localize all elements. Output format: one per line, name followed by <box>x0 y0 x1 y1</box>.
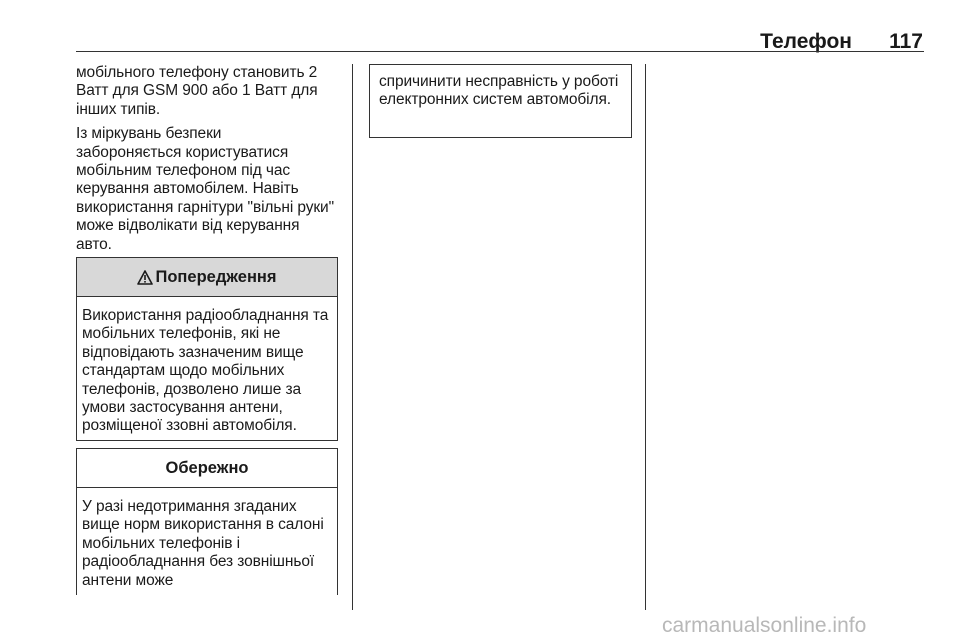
warning-box-body: Використання радіообладнання та мобільних телефонів, які не відповідають зазначеним вище стандартам щодо мобільних телефонів, дозволено лише за умови застосування антени, розміщеної ззовні автомобіля. <box>82 307 329 435</box>
caution-box-continued <box>369 64 632 138</box>
caution-box <box>76 448 338 595</box>
column-divider-2 <box>645 64 646 610</box>
column-1-text <box>76 64 338 254</box>
section-title: Телефон <box>760 30 852 53</box>
paragraph-antenna-power: мобільного телефону становить 2 Ватт для GSM 900 або 1 Ватт для інших типів. <box>76 64 318 118</box>
header-rule <box>76 51 924 52</box>
warning-box-header <box>77 258 337 297</box>
warning-box <box>76 257 338 441</box>
paragraph-safety-body: забороняється користуватися мобільним телефоном під час керування автомобілем. Навіть використання гарнітури "вільні руки" може відволікати від керування авто. <box>76 143 335 253</box>
caution-box-header <box>77 449 337 488</box>
column-divider-1 <box>352 64 353 610</box>
paragraph-safety-heading: Із міркувань безпеки <box>76 125 222 143</box>
paragraph-safety <box>76 125 338 254</box>
watermark-text: carmanualsonline.info <box>662 614 867 637</box>
caution-box-body: У разі недотримання згаданих вище норм використання в салоні мобільних телефонів і радіообладнання без зовнішньої антени може <box>82 498 324 589</box>
warning-triangle-icon <box>137 270 153 285</box>
warning-box-title: Попередження <box>155 267 277 286</box>
caution-box-continued-body: спричинити несправність у роботі електронних систем автомобіля. <box>379 73 619 109</box>
caution-box-title: Обережно <box>165 458 249 477</box>
page-number: 117 <box>889 30 923 53</box>
